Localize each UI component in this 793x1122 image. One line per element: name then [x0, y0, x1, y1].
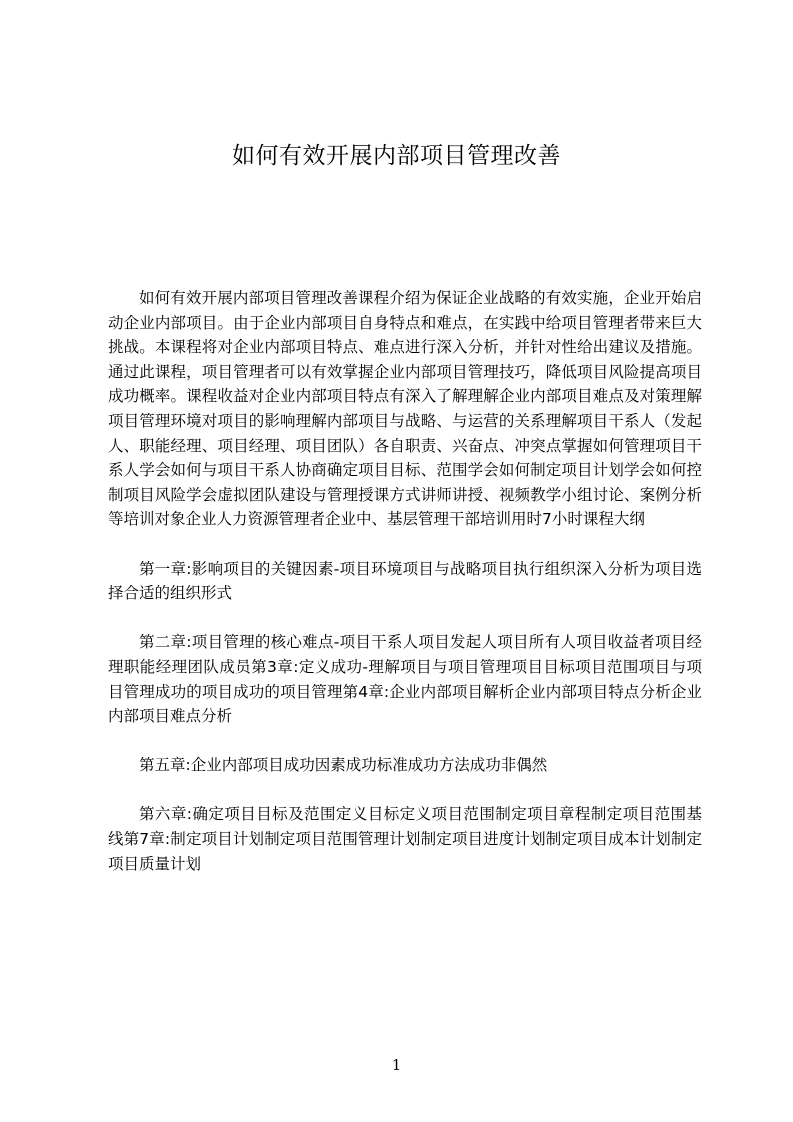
- page-number: 1: [391, 1056, 402, 1074]
- paragraph-course-introduction: 如何有效开展内部项目管理改善课程介绍为保证企业战略的有效实施，企业开始启动企业内部项目。由于企业内部项目自身特点和难点，在实践中给项目管理者带来巨大挑战。本课程将对企业内部项目特点、难点进行深入分析，并针对性给出建议及措施。通过此课程，项目管理者可以有效掌握企业内部项目管理技巧，降低项目风险提高项目成功概率。课程收益对企业内部项目特点有深入了解理解企业内部项目难点及对策理解项目管理环境对项目的影响理解内部项目与战略、与运营的关系理解项目干系人（发起人、职能经理、项目经理、项目团队）各自职责、兴奋点、冲突点掌握如何管理项目干系人学会如何与项目干系人协商确定项目目标、范围学会如何制定项目计划学会如何控制项目风险学会虚拟团队建设与管理授课方式讲师讲授、视频教学小组讨论、案例分析等培训对象企业人力资源管理者企业中、基层管理干部培训用时7小时课程大纲: [108, 289, 702, 529]
- paragraph-chapter-five: 第五章:企业内部项目成功因素成功标准成功方法成功非偶然: [139, 756, 548, 775]
- document-body: [108, 286, 702, 876]
- paragraph-chapter-one: 第一章:影响项目的关键因素-项目环境项目与战略项目执行组织深入分析为项目选择合适的组织形式: [108, 559, 702, 603]
- paragraph-chapter-six-seven: 第六章:确定项目目标及范围定义目标定义项目范围制定项目章程制定项目范围基线第7章:制定项目计划制定项目范围管理计划制定项目进度计划制定项目成本计划制定项目质量计划: [108, 805, 702, 873]
- paragraph-chapter-two-to-four: 第二章:项目管理的核心难点-项目干系人项目发起人项目所有人项目收益者项目经理职能经理团队成员第3章:定义成功-理解项目与项目管理项目目标项目范围项目与项目管理成功的项目成功的项目管理第4章:企业内部项目解析企业内部项目特点分析企业内部项目难点分析: [108, 633, 702, 726]
- document-title: 如何有效开展内部项目管理改善: [232, 143, 561, 169]
